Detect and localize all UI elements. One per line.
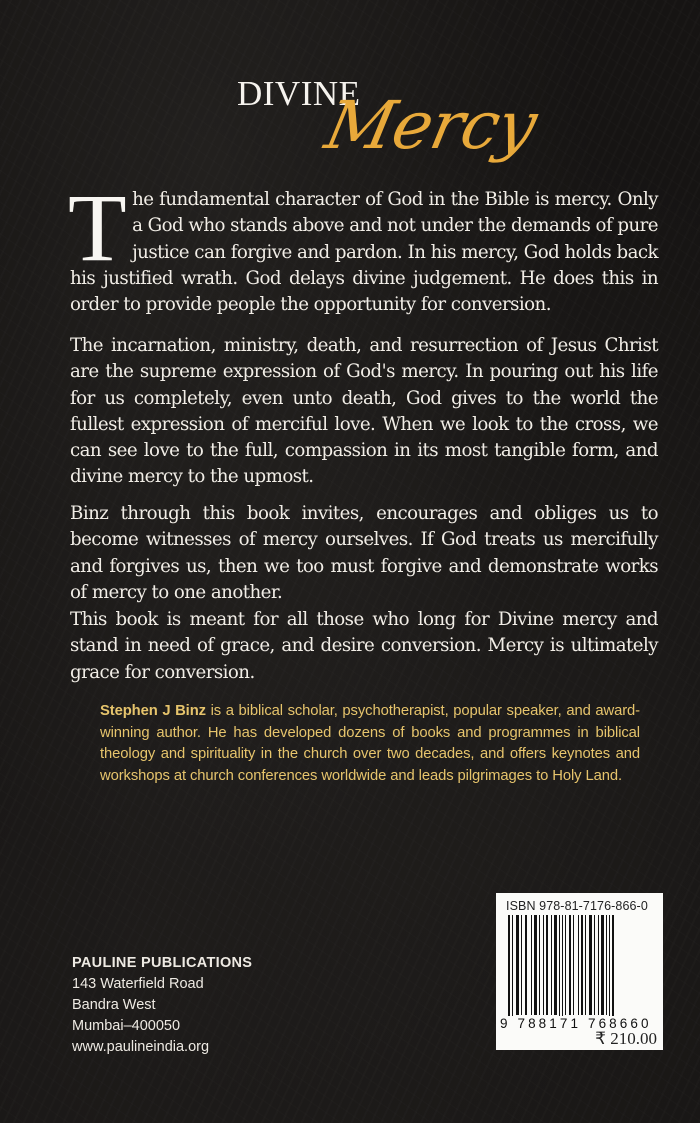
blurb-text-1: he fundamental character of God in the Bible is mercy. Only a God who stands above and not under the demands of pure justice can forgive and pardon. In his mercy, God holds back his justified wrath. God delays divine judgement. He does this in order to provide people the opportunity for conversion. [70,189,658,316]
blurb-paragraph-2 [70,333,658,501]
publisher-name: PAULINE PUBLICATIONS [72,955,253,971]
isbn-label: ISBN 978-81-7176-866-0 [506,899,648,913]
publisher-address-line-2: Bandra West [72,997,156,1013]
isbn-barcode [496,893,663,1050]
title-divine: DIVINE [237,74,361,113]
publisher-address-line-1: 143 Waterfield Road [72,976,204,992]
publisher-website: www.paulineindia.org [72,1039,210,1055]
barcode-digits: 9 788171 768660 [500,1016,652,1031]
publisher-address-line-3: Mumbai–400050 [72,1018,181,1034]
title-block [235,74,543,186]
publisher-block [72,953,252,1058]
drop-cap: T [68,174,127,281]
blurb-text-4: This book is meant for all those who long for Divine mercy and stand in need of grace, and desire conversion. Mercy is ultimately grace for conversion. [70,609,658,683]
author-bio [100,701,640,787]
blurb-text-2: The incarnation, ministry, death, and resurrection of Jesus Christ are the supreme expression of God's mercy. In pouring out his life for us completely, even unto death, God gives to the world the fullest expression of merciful love. When we look to the cross, we can see love to the full, compassion in its most tangible form, and divine mercy to the upmost. [70,335,658,488]
price: ₹ 210.00 [595,1029,657,1048]
blurb-paragraph-4 [70,607,658,696]
author-name: Stephen J Binz [100,703,206,719]
blurb-text-3: Binz through this book invites, encourages and obliges us to become witnesses of mercy ourselves. If God treats us mercifully and forgives us, then we too must forgive and demonstrate works of mercy to one another. [70,503,658,603]
author-bio-text: is a biblical scholar, psychotherapist, popular speaker, and award-winning author. He has developed dozens of books and programmes in biblical theology and spirituality in the church over two decades, and offers keynotes and workshops at church conferences worldwide and leads pilgrimages to Holy Land. [100,703,640,784]
title-mercy-script: Mercy [318,87,543,164]
blurb-paragraph-3 [70,501,658,616]
blurb-paragraph-1 [68,174,658,328]
barcode-bars-icon [508,915,658,1028]
